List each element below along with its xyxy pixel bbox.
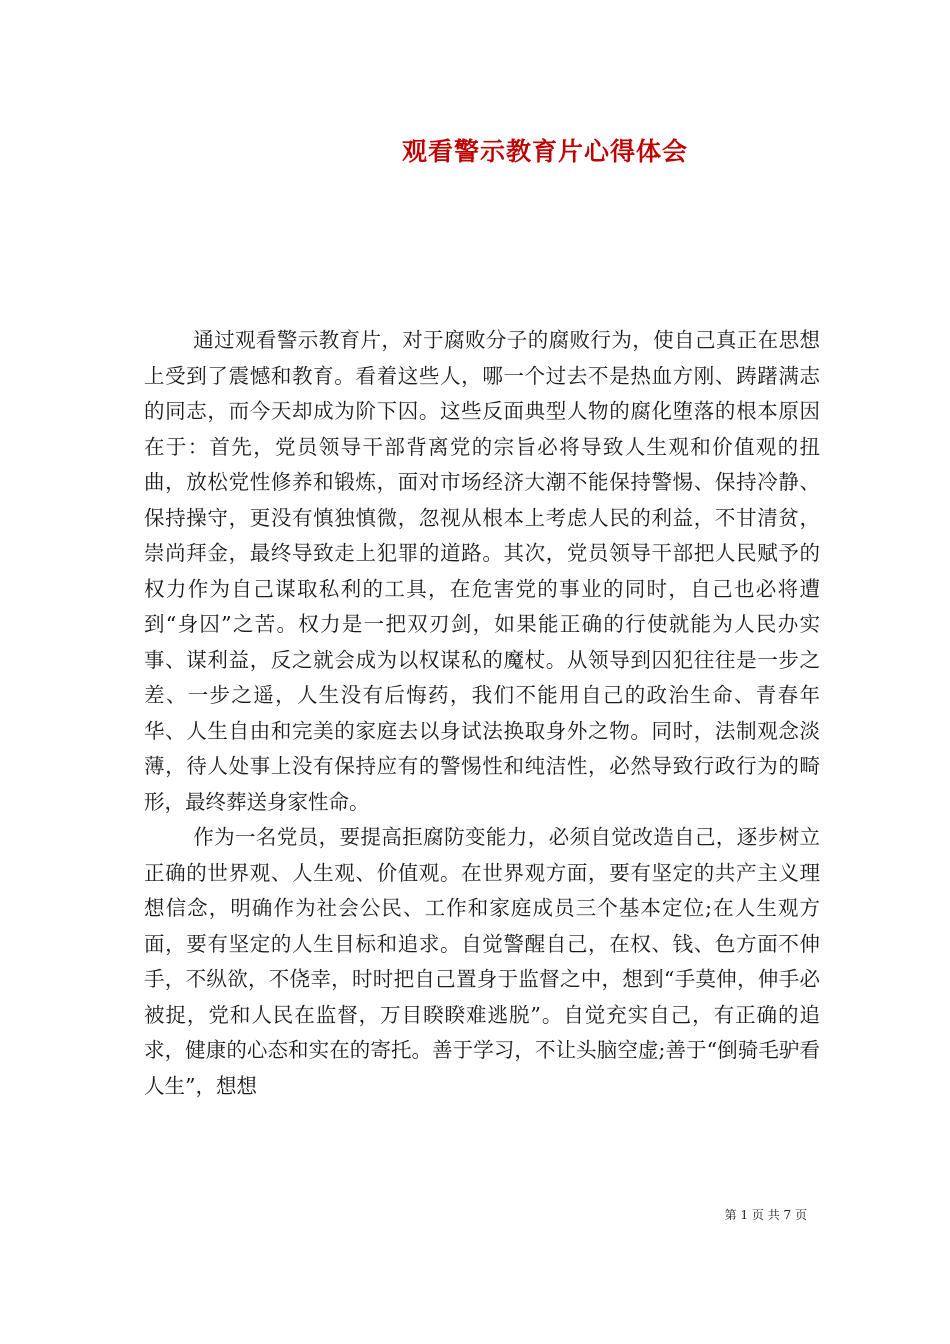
paragraph: 通过观看警示教育片，对于腐败分子的腐败行为，使自己真正在思想上受到了震憾和教育。看着这些人，哪一个过去不是热血方刚、踌躇满志的同志，而今天却成为阶下囚。这些反面典型人物的腐化堕落的根本原因在于：首先，党员领导干部背离党的宗旨必将导致人生观和价值观的扭曲，放松党性修养和锻炼，面对市场经济大潮不能保持警惕、保持冷静、保持操守，更没有慎独慎微，忽视从根本上考虑人民的利益，不甘清贫，崇尚拜金，最终导致走上犯罪的道路。其次，党员领导干部把人民赋予的权力作为自己谋取私利的工具，在危害党的事业的同时，自己也必将遭到“身囚”之苦。权力是一把双刃剑，如果能正确的行使就能为人民办实事、谋利益，反之就会成为以权谋私的魔杖。从领导到囚犯往往是一步之差、一步之遥，人生没有后悔药，我们不能用自己的政治生命、青春年华、人生自由和完美的家庭去以身试法换取身外之物。同时，法制观念淡薄，待人处事上没有保持应有的警惕性和纯洁性，必然导致行政行为的畸形，最终葬送身家性命。 bbox=[144, 328, 820, 814]
paragraph: 作为一名党员，要提高拒腐防变能力，必须自觉改造自己，逐步树立正确的世界观、人生观、价值观。在世界观方面，要有坚定的共产主义理想信念，明确作为社会公民、工作和家庭成员三个基本定位;在人生观方面，要有坚定的人生目标和追求。自觉警醒自己，在权、钱、色方面不伸手，不纵欲，不侥幸，时时把自己置身于监督之中，想到“手莫伸，伸手必被捉，党和人民在监督，万目睽睽难逃脱”。自觉充实自己，有正确的追求，健康的心态和实在的寄托。善于学习，不让头脑空虚;善于“倒骑毛驴看人生”，想想 bbox=[144, 825, 820, 1098]
document-title: 观看警示教育片心得体会 bbox=[401, 137, 688, 166]
document-body bbox=[144, 323, 820, 1104]
page-number-footer: 第 1 页 共 7 页 bbox=[724, 1208, 807, 1222]
